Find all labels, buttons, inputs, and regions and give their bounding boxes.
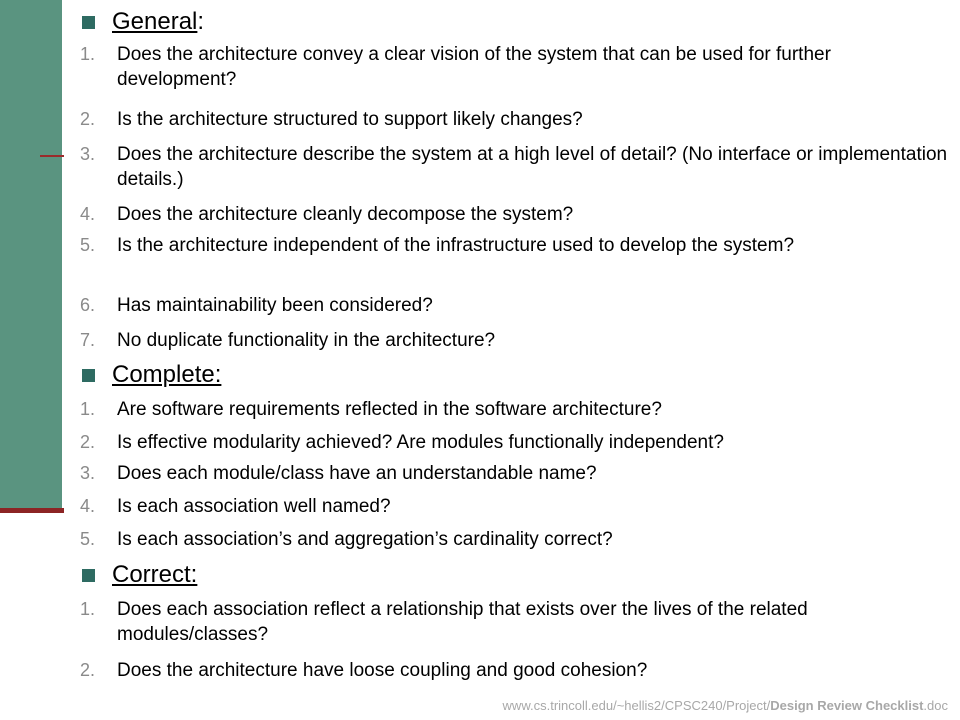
item-number: 5. (80, 529, 96, 549)
item-text: Is the architecture independent of the infrastructure used to develop the system? (117, 235, 795, 256)
item-number: 2. (80, 432, 96, 452)
item-number: 2. (80, 660, 96, 680)
section-title: Complete: (112, 361, 222, 388)
slide-accent-tick (40, 155, 64, 157)
square-bullet-icon (82, 569, 95, 582)
footer-extension: .doc (923, 698, 948, 713)
item-number: 4. (80, 496, 96, 516)
item-number: 3. (80, 144, 96, 164)
item-text: Does the architecture have loose coupling and good cohesion? (117, 660, 648, 681)
item-text: Is effective modularity achieved? Are modules functionally independent? (117, 432, 724, 453)
item-text: Is each association’s and aggregation’s cardinality correct? (117, 529, 613, 550)
item-text: Does the architecture cleanly decompose the system? (117, 204, 574, 225)
item-number: 4. (80, 204, 96, 224)
slide-accent-bar (0, 0, 62, 510)
footer-source-path (503, 697, 948, 715)
footer-document-name: Design Review Checklist (770, 698, 924, 713)
item-text: Does the architecture describe the system at a high level of detail? (No interface or implementation details.) (117, 144, 948, 190)
item-text: Does the architecture convey a clear vision of the system that can be used for further development? (117, 44, 831, 90)
item-number: 7. (80, 330, 96, 350)
item-number: 2. (80, 109, 96, 129)
item-text: Does each association reflect a relationship that exists over the lives of the related modules/classes? (117, 599, 808, 645)
item-text: Are software requirements reflected in the software architecture? (117, 399, 662, 420)
item-text: Has maintainability been considered? (117, 295, 433, 316)
footer-url: www.cs.trincoll.edu/~hellis2/CPSC240/Project/ (502, 698, 771, 713)
item-text: Does each module/class have an understandable name? (117, 463, 597, 484)
slide-accent-base-line (0, 508, 64, 513)
item-text: No duplicate functionality in the architecture? (117, 330, 496, 351)
item-number: 1. (80, 399, 96, 419)
square-bullet-icon (82, 16, 95, 29)
section-title: Correct: (112, 561, 198, 588)
item-number: 6. (80, 295, 96, 315)
item-text: Is the architecture structured to support likely changes? (117, 109, 583, 130)
square-bullet-icon (82, 369, 95, 382)
item-text: Is each association well named? (117, 496, 391, 517)
item-number: 1. (80, 599, 96, 619)
section-title: General: (112, 8, 205, 35)
item-number: 5. (80, 235, 96, 255)
item-number: 3. (80, 463, 96, 483)
item-number: 1. (80, 44, 96, 64)
